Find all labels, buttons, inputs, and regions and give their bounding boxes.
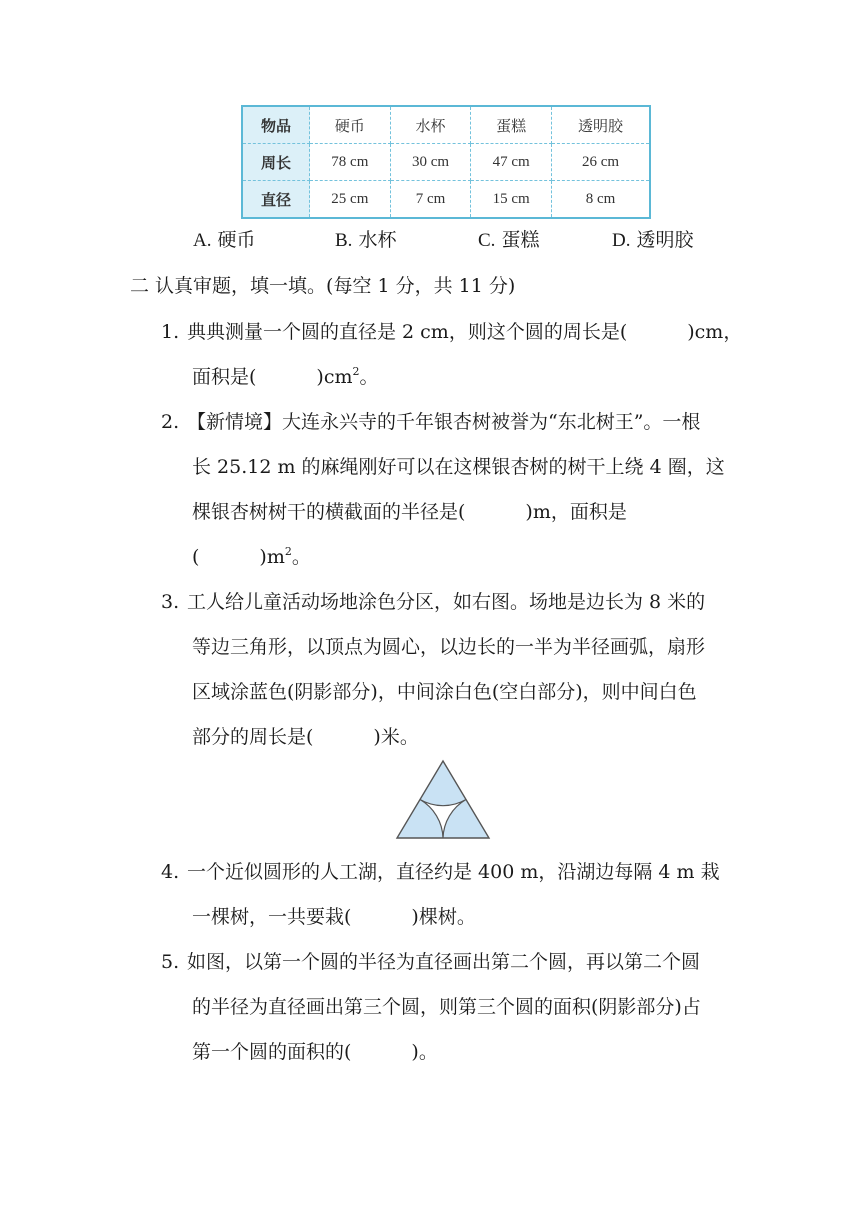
table-cell: 周长 [242,144,310,181]
triangle-figure [394,758,492,842]
table-cell: 15 cm [471,181,552,219]
question-2-line-3: 棵银杏树树干的横截面的半径是( )m，面积是 [192,501,627,523]
table-cell: 硬币 [310,106,391,144]
choice-d[interactable]: D. 透明胶 [612,229,694,251]
question-2-line-2: 长 25.12 m 的麻绳刚好可以在这棵银杏树的树干上绕 4 圈，这 [192,456,725,478]
question-2-line-4: ( )$m^2$。 [192,545,311,568]
choice-b[interactable]: B. 水杯 [335,229,397,251]
question-number: 5. [161,951,180,973]
question-number: 2. [161,411,180,433]
table-cell: 水杯 [390,106,471,144]
question-2-line-1: 2. 【新情境】大连永兴寺的千年银杏树被誉为“东北树王”。一根 [161,411,701,433]
section-heading: 二 认真审题，填一填。(每空 1 分，共 11 分) [130,275,516,297]
question-number: 3. [161,591,180,613]
table-cell: 蛋糕 [471,106,552,144]
question-5-line-2: 的半径为直径画出第三个圆，则第三个圆的面积(阴影部分)占 [192,996,701,1018]
table-row [242,144,650,181]
choice-c[interactable]: C. 蛋糕 [478,229,540,251]
table-cell: 8 cm [585,190,616,207]
table-row [242,106,650,144]
question-3-line-2: 等边三角形，以顶点为圆心，以边长的一半为半径画弧，扇形 [192,636,706,658]
question-3-line-1: 3. 工人给儿童活动场地涂色分区，如右图。场地是边长为 8 米的 [161,591,706,613]
table-cell: 7 cm [390,181,471,219]
table-cell: 直径 [242,181,310,219]
question-4-line-2: 一棵树，一共要栽( )棵树。 [192,906,476,928]
question-1-line-2: 面积是( )$cm^2$。 [192,365,379,388]
table-cell: 30 cm [390,144,471,181]
table-cell: 78 cm [310,144,391,181]
question-3-line-4: 部分的周长是( )米。 [192,726,419,748]
question-5-line-1: 5. 如图，以第一个圆的半径为直径画出第二个圆，再以第二个圆 [161,951,701,973]
table-cell: 物品 [242,106,310,144]
question-1-line-1: 1. 典典测量一个圆的直径是 2 cm，则这个圆的周长是( )cm， [161,321,743,343]
question-number: 4. [161,861,180,883]
table-row [242,181,650,219]
table-cell: 25 cm [310,181,391,219]
choice-a[interactable]: A. 硬币 [193,229,256,251]
table-cell: 透明胶 [551,106,650,144]
items-table [241,105,651,219]
question-5-line-3: 第一个圆的面积的( )。 [192,1041,438,1063]
question-number: 1. [161,321,180,343]
table-cell: 47 cm [471,144,552,181]
table-cell: 26 cm [551,144,650,181]
question-4-line-1: 4. 一个近似圆形的人工湖，直径约是 400 m，沿湖边每隔 4 m 栽 [161,861,720,883]
question-3-line-3: 区域涂蓝色(阴影部分)，中间涂白色(空白部分)，则中间白色 [192,681,697,703]
